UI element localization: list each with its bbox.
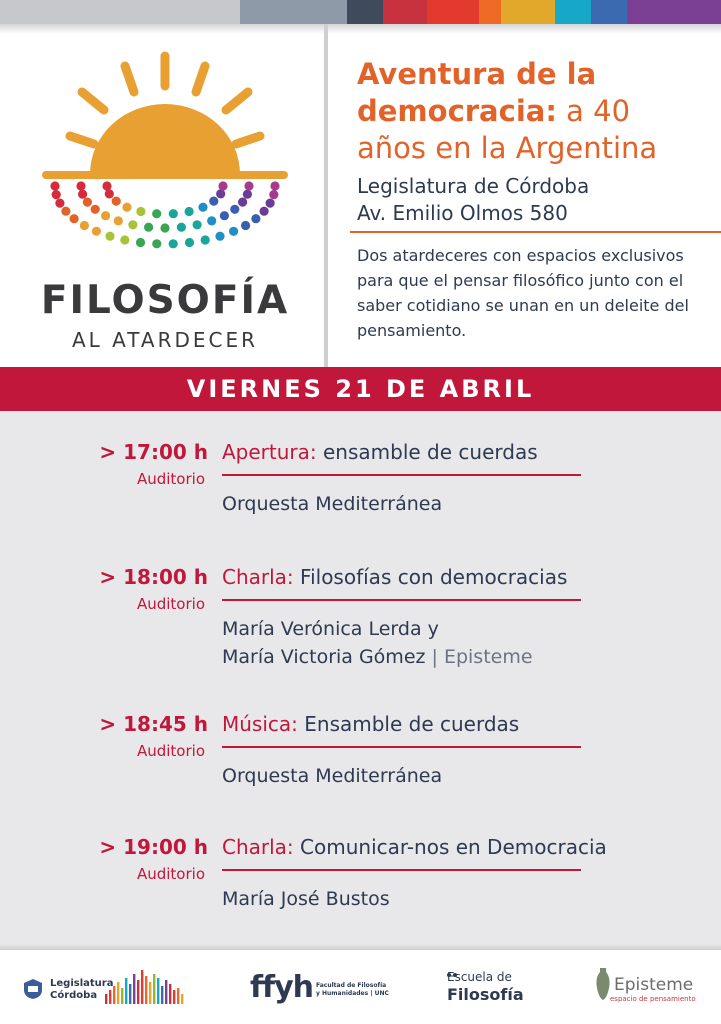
rainbow-dot [152,239,161,248]
schedule-rule [222,474,581,476]
schedule-kind: Charla: [222,835,294,859]
schedule-title-text: Filosofías con democracias [293,565,568,589]
rainbow-dot [144,223,153,232]
schedule-people [222,490,442,518]
color-segment [627,0,721,24]
rainbow-dot [201,235,210,244]
rainbow-dot [136,207,145,216]
schedule-time: > 18:00 h [99,565,208,589]
event-title-regular: a 40 años en la Argentina [357,94,658,165]
schedule-place: Auditorio [136,595,205,613]
top-color-bar [0,0,721,24]
rainbow-dot [105,189,114,198]
event-title-bold: Aventura de la democracia: [357,57,597,128]
color-segment [591,0,627,24]
rainbow-dot [251,214,260,223]
legislatura-crest-icon [22,978,44,1000]
rainbow-dot [169,209,178,218]
rainbow-dot [101,211,110,220]
sound-bar [105,994,107,1004]
rainbow-dot [185,207,194,216]
schedule-time: > 18:45 h [99,712,208,736]
schedule-place: Auditorio [136,470,205,488]
schedule-time: > 17:00 h [99,440,208,464]
schedule-title [222,712,519,736]
color-segment [555,0,591,24]
schedule-time: > 19:00 h [99,835,208,859]
sound-bar [121,988,123,1004]
rainbow-dot [185,238,194,247]
rainbow-dot [230,205,239,214]
rainbow-dot [52,190,61,199]
schedule-kind: Charla: [222,565,294,589]
sound-bar [129,984,131,1004]
escuela-line2: Filosofía [447,985,524,1004]
rainbow-dot [177,223,186,232]
schedule-people [222,615,533,671]
color-segment [427,0,479,24]
schedule-people [222,762,442,790]
rainbow-dot [102,181,111,190]
venue-name: Legislatura de Córdoba [357,174,590,198]
legislatura-line2: Córdoba [50,990,98,1001]
schedule-person: María Victoria Gómez [222,646,426,668]
ffyh-text-line1: Facultad de Filosofía [316,982,387,989]
sound-bar [153,974,155,1004]
schedule-affiliation: | Episteme [425,646,533,668]
sound-bar [181,994,183,1004]
rainbow-dot [105,232,114,241]
schedule-place: Auditorio [136,865,205,883]
sound-bar [117,982,119,1004]
event-description: Dos atardeceres con espacios exclusivos para que el pensar filosófico junto con el saber cotidiano se unan en un deleite del pensamiento. [357,246,689,340]
sound-bar [173,990,175,1004]
sound-bar [141,970,143,1004]
rainbow-dot [220,211,229,220]
escuela-line1: Escuela de [447,970,512,984]
rainbow-dot [243,190,252,199]
rainbow-dot [198,203,207,212]
color-segment [240,0,347,24]
sound-bar [125,978,127,1004]
color-segment [383,0,427,24]
legislatura-line1: Legislatura [50,978,114,989]
schedule-title-text: Comunicar-nos en Democracia [293,835,607,859]
sound-bar [165,980,167,1004]
rainbow-dot [209,197,218,206]
color-segment [479,0,501,24]
footer-logos [0,950,721,1024]
schedule-title [222,440,538,464]
ffyh-text [316,982,389,998]
venue-address: Av. Emilio Olmos 580 [357,201,568,225]
logo-title: FILOSOFÍA [40,278,290,323]
rainbow-dot [207,216,216,225]
schedule-rule [222,746,581,748]
rainbow-dot [50,181,59,190]
venue [357,173,589,227]
schedule-person-line [222,643,533,671]
schedule-person: Orquesta Mediterránea [222,765,443,787]
event-title [357,56,707,167]
rainbow-dot [114,216,123,225]
rainbow-dot [238,198,247,207]
rainbow-dot [266,199,275,208]
ffyh-text-line2: y Humanidades | UNC [316,990,389,997]
rainbow-dot [160,223,169,232]
schedule-person: Orquesta Mediterránea [222,493,443,515]
rainbow-dot [70,214,79,223]
rainbow-dot [78,190,87,199]
sound-bar [137,980,139,1004]
rainbow-dot [136,238,145,247]
rainbow-dot [112,197,121,206]
schedule-people [222,885,390,913]
sound-bar [145,976,147,1004]
color-segment [347,0,383,24]
header-shadow [0,24,721,34]
color-segment [501,0,555,24]
rainbow-dot [128,220,137,229]
rainbow-dot [122,203,131,212]
rainbow-dot [193,220,202,229]
rainbow-dot [80,221,89,230]
schedule-rule [222,599,581,601]
ffyh-mark: ffyh [250,970,314,1005]
sound-bar [109,990,111,1004]
sound-bar [133,974,135,1004]
color-segment [0,0,240,24]
episteme-tagline: espacio de pensamiento [610,995,696,1003]
rainbow-dot [152,209,161,218]
sound-bar [149,982,151,1004]
header-vertical-divider [324,24,328,367]
schedule-title-text: ensamble de cuerdas [316,440,538,464]
rainbow-dot [55,199,64,208]
schedule-title [222,835,607,859]
sound-bar [113,986,115,1004]
schedule-title [222,565,567,589]
schedule-person: María Verónica Lerda y [222,618,439,640]
day-banner: VIERNES 21 DE ABRIL [0,367,721,411]
rainbow-dot [83,198,92,207]
schedule-kind: Música: [222,712,298,736]
rainbow-dot [61,207,70,216]
rainbow-dot [244,181,253,190]
rainbow-dots [50,181,279,248]
rainbow-dot [229,227,238,236]
schedule-place: Auditorio [136,742,205,760]
sound-bar [161,986,163,1004]
rainbow-dot [218,181,227,190]
rainbow-dot [169,239,178,248]
rainbow-dot [216,189,225,198]
rainbow-dot [260,207,269,216]
schedule-kind: Apertura: [222,440,317,464]
episteme-name: Episteme [614,975,694,995]
schedule-rule [222,869,581,871]
rainbow-dot [92,227,101,236]
logo-subtitle: AL ATARDECER [71,328,259,352]
legislatura-logo [50,978,113,1002]
sound-bar [157,978,159,1004]
schedule-person: María José Bustos [222,888,390,910]
rainbow-dot [76,181,85,190]
rainbow-dot [270,181,279,190]
rainbow-dot [241,221,250,230]
soundbars-icon [105,968,185,1004]
sound-bar [169,984,171,1004]
rainbow-dot [215,232,224,241]
rainbow-dot [269,190,278,199]
sound-bar [177,988,179,1004]
header-rule [350,231,721,233]
rainbow-dot [120,235,129,244]
schedule-title-text: Ensamble de cuerdas [297,712,520,736]
escuela-logo [447,970,524,1005]
sunset-icon [30,44,300,274]
rainbow-dot [91,205,100,214]
